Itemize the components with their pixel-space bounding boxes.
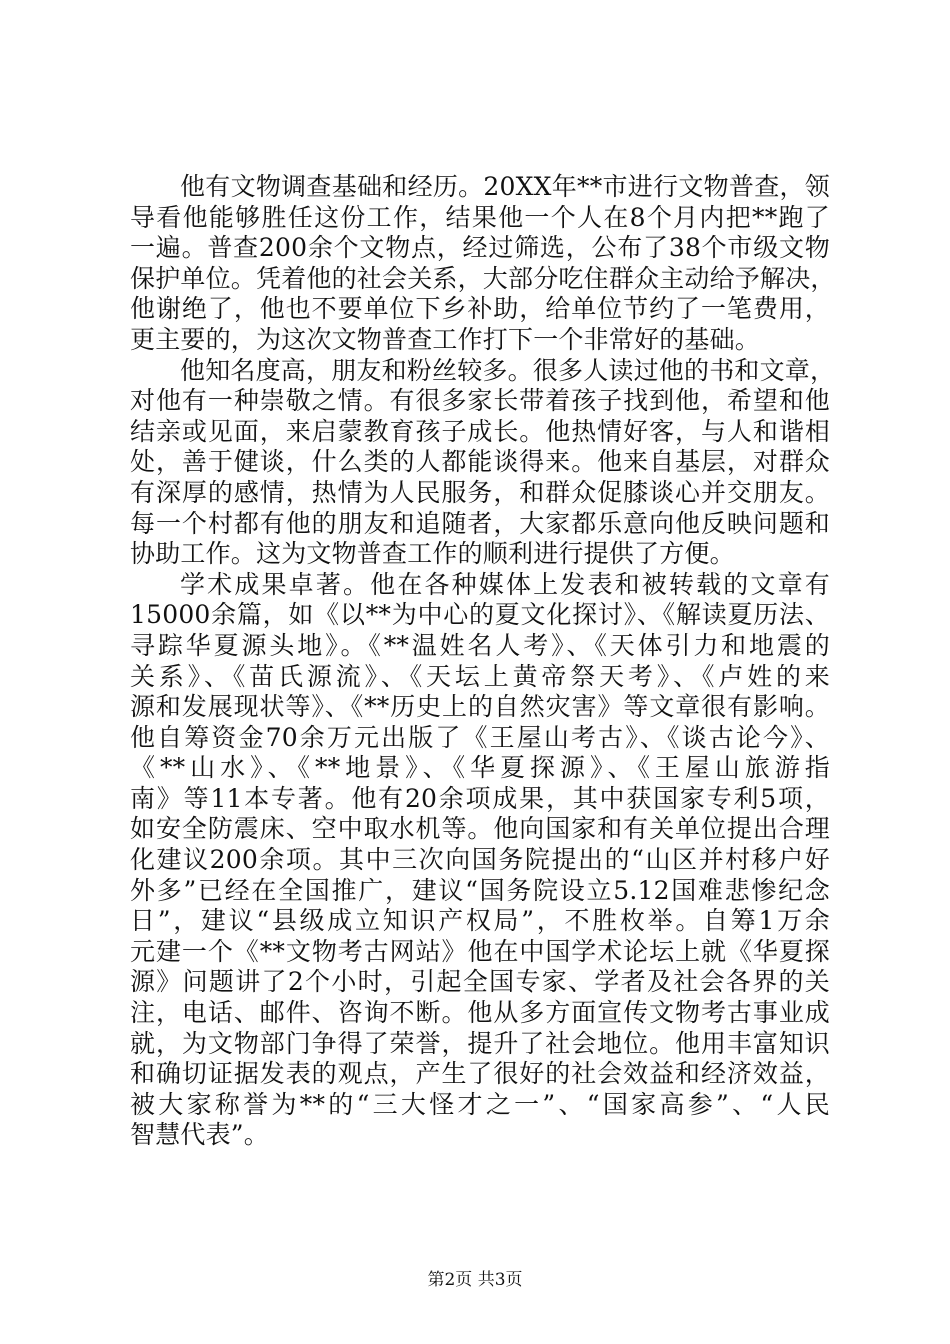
text-line: 处，善于健谈，什么类的人都能谈得来。他来自基层，对群众 — [130, 447, 830, 477]
text-line: 他有文物调查基础和经历。20XX年**市进行文物普查，领 — [180, 172, 830, 201]
text-line: 寻踪华夏源头地》。《**温姓名人考》、《天体引力和地震的 — [130, 630, 830, 660]
text-line: 他谢绝了，他也不要单位下乡补助，给单位节约了一笔费用， — [130, 294, 830, 324]
text-line: 有深厚的感情，热情为人民服务，和群众促膝谈心并交朋友。 — [130, 477, 830, 507]
text-line: 被大家称誉为**的“三大怪才之一”、“国家高参”、“人民 — [130, 1089, 830, 1119]
text-line: 更主要的，为这次文物普查工作打下一个非常好的基础。 — [130, 324, 761, 354]
text-line: 南》等11本专著。他有20余项成果，其中获国家专利5项， — [130, 783, 830, 813]
text-line: 元建一个《**文物考古网站》他在中国学术论坛上就《华夏探 — [130, 936, 830, 966]
text-line: 注，电话、邮件、咨询不断。他从多方面宣传文物考古事业成 — [130, 998, 830, 1028]
text-line: 他知名度高，朋友和粉丝较多。很多人读过他的书和文章， — [180, 355, 836, 385]
text-line: 协助工作。这为文物普查工作的顺利进行提供了方便。 — [130, 539, 735, 569]
text-line: 《**山水》、《**地景》、《华夏探源》、《王屋山旅游指 — [130, 753, 830, 783]
text-line: 源和发展现状等》、《**历史上的自然灾害》等文章很有影响。 — [130, 692, 830, 722]
text-line: 化建议200余项。其中三次向国务院提出的“山区并村移户好 — [130, 845, 830, 875]
text-line: 就，为文物部门争得了荣誉，提升了社会地位。他用丰富知识 — [130, 1028, 830, 1058]
text-line: 导看他能够胜任这份工作，结果他一个人在8个月内把**跑了 — [130, 202, 830, 232]
paragraph — [130, 355, 836, 570]
text-line: 如安全防震床、空中取水机等。他向国家和有关单位提出合理 — [130, 814, 830, 844]
text-line: 外多”已经在全国推广，建议“国务院设立5.12国难悲惨纪念 — [130, 875, 830, 905]
text-line: 学术成果卓著。他在各种媒体上发表和被转载的文章有 — [180, 569, 830, 599]
text-line: 每一个村都有他的朋友和追随者，大家都乐意向他反映问题和 — [130, 508, 830, 538]
text-line: 他自筹资金70余万元出版了《王屋山考古》、《谈古论今》、 — [130, 722, 830, 752]
text-line: 保护单位。凭着他的社会关系，大部分吃住群众主动给予解决， — [130, 263, 836, 293]
paragraph — [130, 172, 836, 356]
text-line: 智慧代表”。 — [130, 1120, 269, 1150]
text-line: 源》问题讲了2个小时，引起全国专家、学者及社会各界的关 — [130, 967, 830, 997]
text-line: 和确切证据发表的观点，产生了很好的社会效益和经济效益， — [130, 1059, 830, 1089]
text-line: 对他有一种崇敬之情。有很多家长带着孩子找到他，希望和他 — [130, 386, 830, 416]
paragraph — [130, 570, 830, 1151]
page-footer: 第2页 共3页 — [427, 1270, 523, 1290]
text-line: 关系》、《苗氏源流》、《天坛上黄帝祭天考》、《卢姓的来 — [130, 661, 830, 691]
text-line: 结亲或见面，来启蒙教育孩子成长。他热情好客，与人和谐相 — [130, 416, 830, 446]
text-line: 15000余篇，如《以**为中心的夏文化探讨》、《解读夏历法、 — [130, 600, 830, 630]
text-line: 一遍。普查200余个文物点，经过筛选，公布了38个市级文物 — [130, 233, 830, 263]
text-line: 日”，建议“县级成立知识产权局”，不胜枚举。自筹1万余 — [130, 906, 830, 936]
document-body — [130, 172, 836, 1151]
